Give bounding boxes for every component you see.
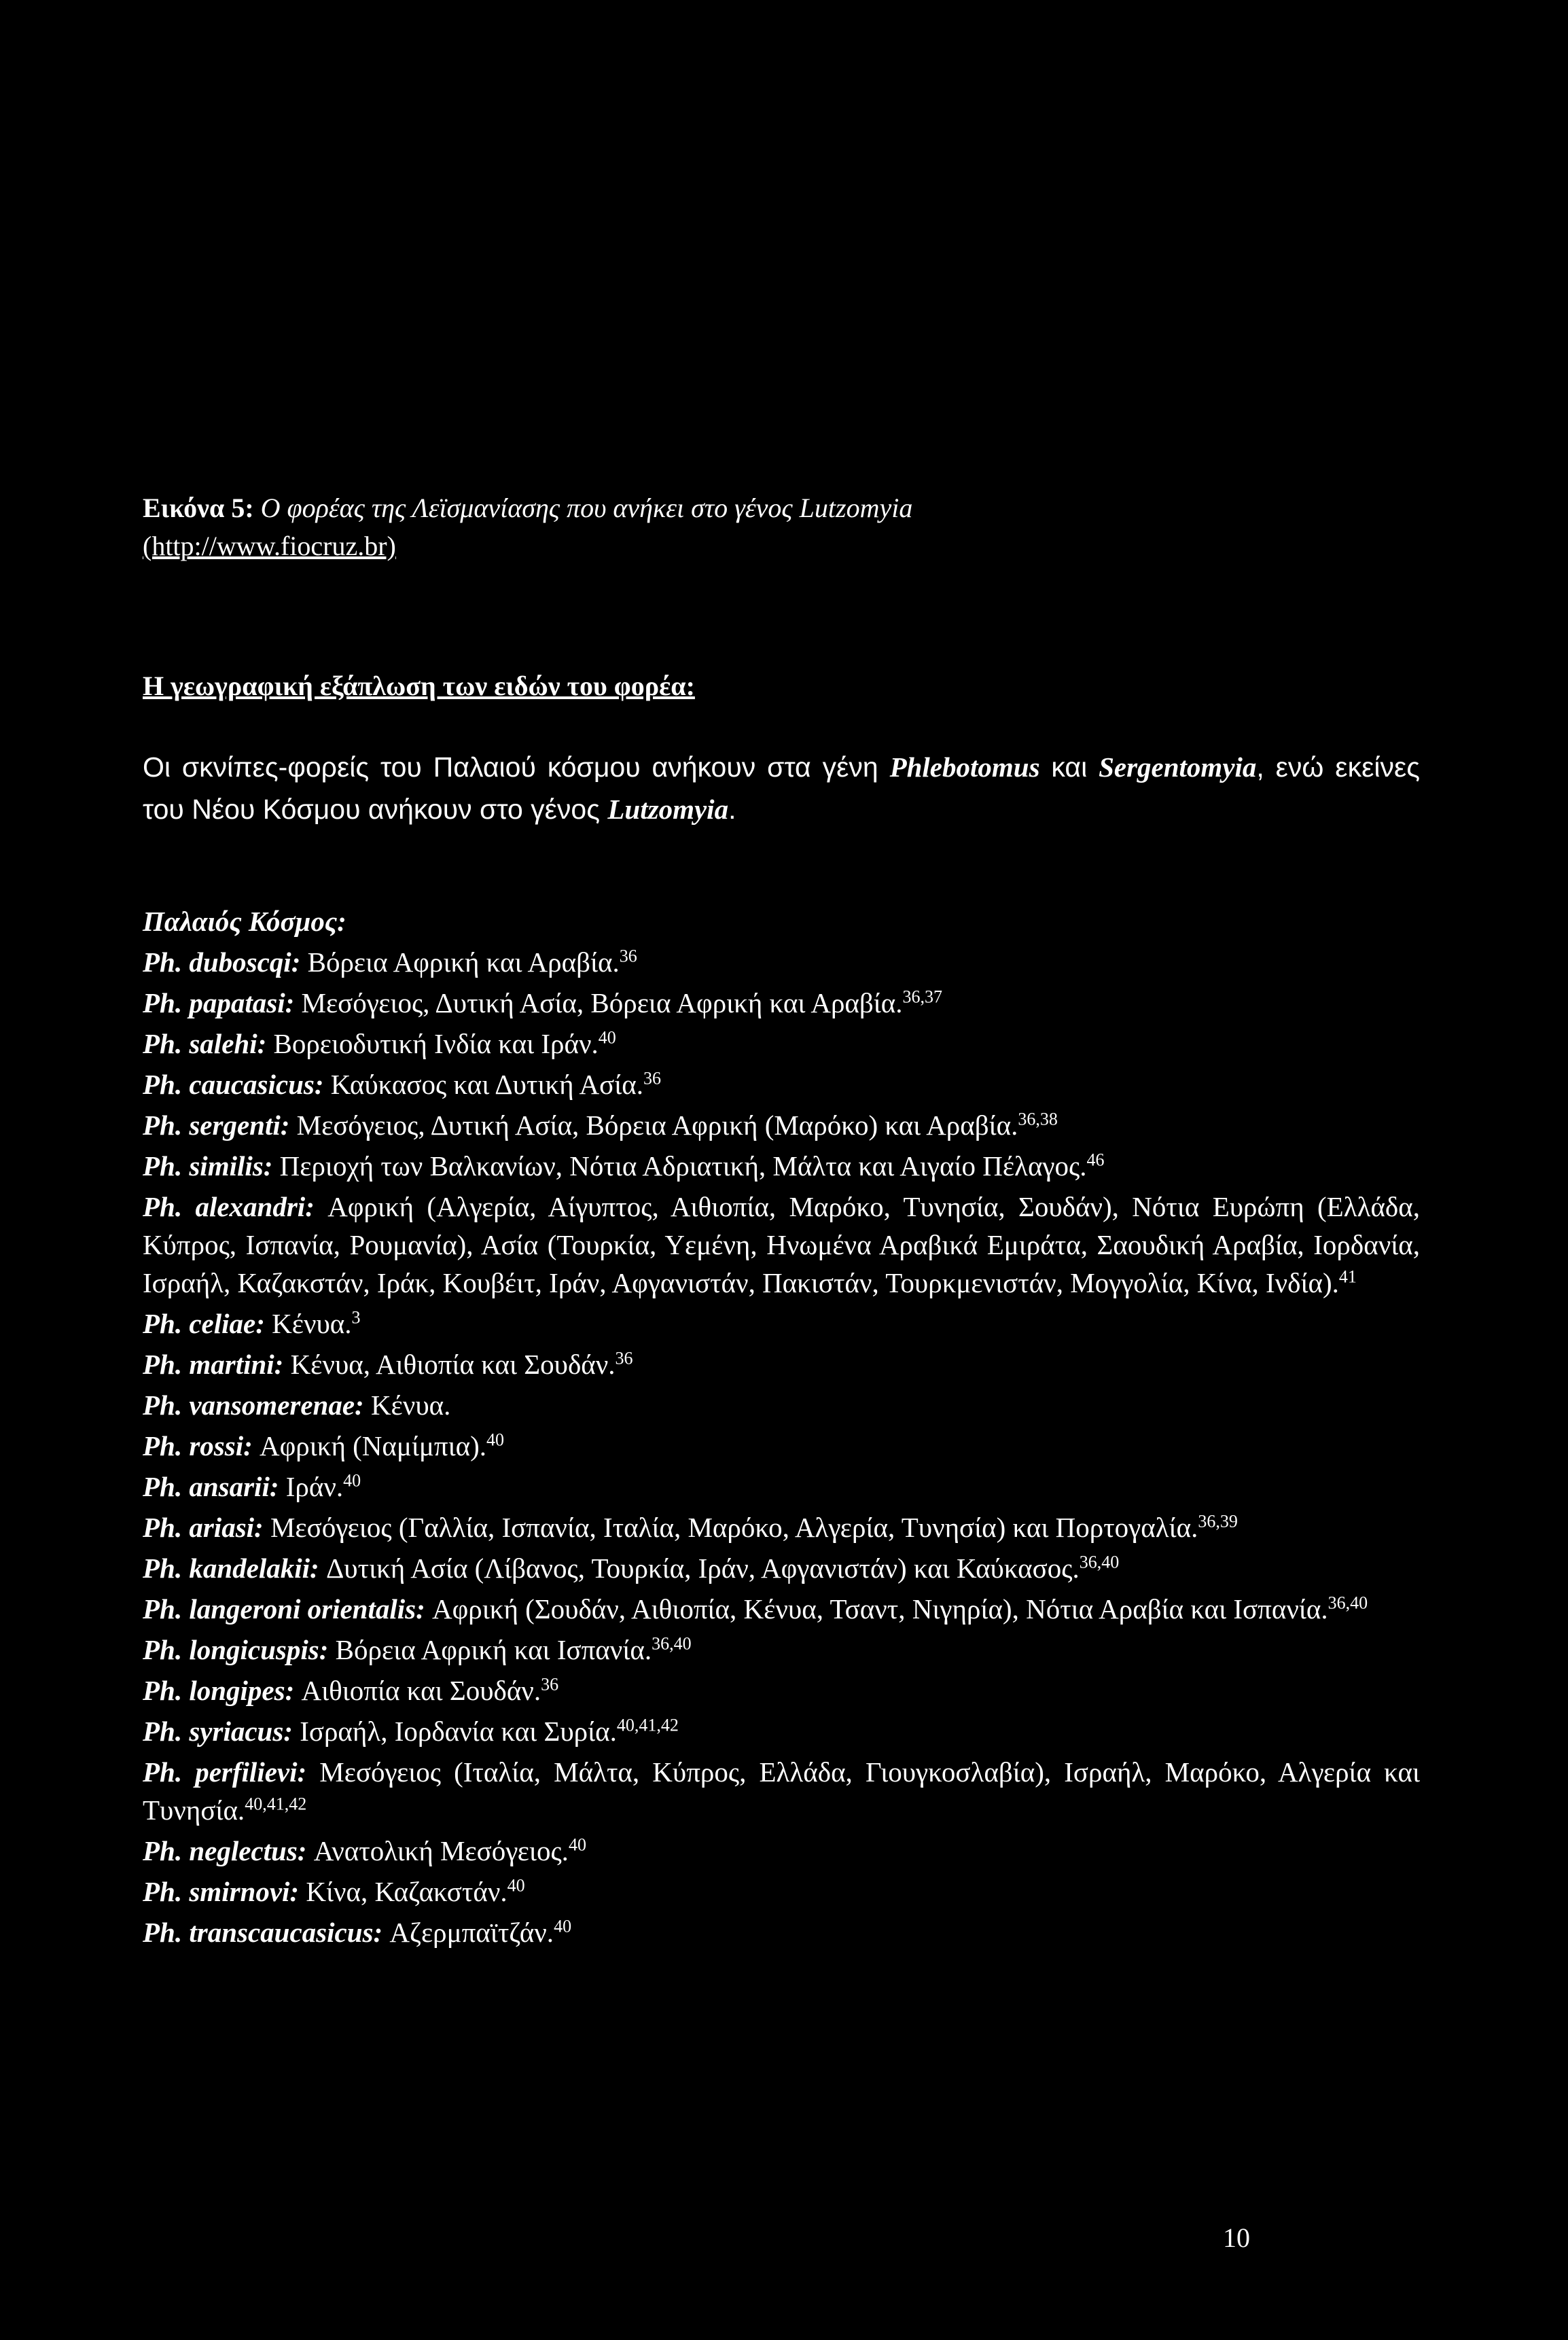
reference-number: 40	[507, 1875, 525, 1896]
reference-number: 36	[643, 1068, 662, 1088]
genus-sergentomyia: Sergentomyia	[1099, 751, 1257, 783]
species-distribution: Βορειοδυτική Ινδία και Ιράν.	[266, 1028, 599, 1059]
species-distribution: Αζερμπαϊτζάν.	[382, 1917, 554, 1948]
species-distribution: Αφρική (Ναμίμπια).	[252, 1430, 486, 1461]
species-list	[143, 943, 1420, 1951]
reference-number: 36	[619, 946, 637, 966]
species-distribution: Μεσόγειος (Ιταλία, Μάλτα, Κύπρος, Ελλάδα, Γιουγκοσλαβία), Ισραήλ, Μαρόκο, Αλγερία και Τυνησία.	[143, 1756, 1420, 1826]
intro-paragraph	[143, 746, 1420, 830]
reference-number: 40	[486, 1430, 504, 1450]
species-entry	[143, 1188, 1420, 1302]
species-entry	[143, 984, 1420, 1022]
species-name: Ph. longipes:	[143, 1675, 295, 1706]
species-name: Ph. perfilievi:	[143, 1756, 307, 1788]
intro-text-3: , ενώ εκείνες του Νέου Κόσμου ανήκουν στο γένος	[143, 751, 1420, 825]
species-entry	[143, 1712, 1420, 1750]
species-name: Ph. alexandri:	[143, 1191, 315, 1222]
reference-number: 40	[568, 1834, 586, 1855]
species-name: Ph. celiae:	[143, 1308, 265, 1339]
species-distribution: Βόρεια Αφρική και Αραβία.	[300, 946, 620, 978]
species-entry	[143, 1549, 1420, 1587]
page-number: 10	[1223, 2222, 1250, 2253]
species-distribution: Κένυα.	[363, 1389, 451, 1421]
species-name: Ph. rossi:	[143, 1430, 253, 1461]
species-name: Ph. salehi:	[143, 1028, 267, 1059]
genus-phlebotomus: Phlebotomus	[889, 751, 1040, 783]
reference-number: 40,41,42	[616, 1715, 679, 1735]
species-distribution: Περιοχή των Βαλκανίων, Νότια Αδριατική, Μάλτα και Αιγαίο Πέλαγος.	[272, 1150, 1087, 1182]
species-name: Ph. duboscqi:	[143, 946, 301, 978]
species-entry	[143, 1832, 1420, 1870]
species-entry	[143, 1427, 1420, 1465]
reference-number: 40	[343, 1470, 361, 1491]
species-entry	[143, 1106, 1420, 1144]
species-entry	[143, 1508, 1420, 1546]
species-entry	[143, 1065, 1420, 1103]
intro-text-1: Οι σκνίπες-φορείς του Παλαιού κόσμου ανήκουν στα γένη	[143, 751, 890, 783]
species-name: Ph. smirnovi:	[143, 1876, 300, 1907]
species-name: Ph. martini:	[143, 1349, 284, 1380]
species-distribution: Αφρική (Σουδάν, Αιθιοπία, Κένυα, Τσαντ, Νιγηρία), Νότια Αραβία και Ισπανία.	[425, 1593, 1328, 1625]
species-distribution: Καύκασος και Δυτική Ασία.	[323, 1069, 644, 1100]
species-distribution: Κίνα, Καζακστάν.	[299, 1876, 507, 1907]
species-name: Ph. caucasicus:	[143, 1069, 324, 1100]
reference-number: 36,40	[652, 1633, 692, 1654]
genus-lutzomyia: Lutzomyia	[607, 794, 729, 825]
species-name: Ph. kandelakii:	[143, 1553, 319, 1584]
intro-text-2: και	[1039, 751, 1099, 783]
species-distribution: Αιθιοπία και Σουδάν.	[294, 1675, 541, 1706]
species-name: Ph. ariasi:	[143, 1512, 264, 1543]
species-entry	[143, 1147, 1420, 1185]
document-page	[143, 489, 1420, 1954]
reference-number: 3	[351, 1307, 361, 1328]
reference-number: 40	[598, 1027, 616, 1048]
old-world-title: Παλαιός Κόσμος:	[143, 906, 346, 937]
species-distribution: Μεσόγειος (Γαλλία, Ισπανία, Ιταλία, Μαρόκο, Αλγερία, Τυνησία) και Πορτογαλία.	[263, 1512, 1198, 1543]
species-name: Ph. syriacus:	[143, 1716, 293, 1747]
species-entry	[143, 1345, 1420, 1383]
species-distribution: Κένυα, Αιθιοπία και Σουδάν.	[283, 1349, 616, 1380]
reference-number: 46	[1086, 1150, 1105, 1170]
reference-number: 36,40	[1079, 1552, 1120, 1572]
species-distribution: Βόρεια Αφρική και Ισπανία.	[328, 1634, 652, 1665]
reference-number: 40	[554, 1916, 572, 1936]
species-distribution: Μεσόγειος, Δυτική Ασία, Βόρεια Αφρική και Αραβία.	[294, 987, 903, 1018]
reference-number: 41	[1338, 1266, 1357, 1287]
intro-text-4: .	[728, 794, 736, 825]
reference-number: 36,37	[902, 987, 943, 1007]
reference-number: 36,40	[1328, 1593, 1368, 1613]
species-distribution: Μεσόγειος, Δυτική Ασία, Βόρεια Αφρική (Μαρόκο) και Αραβία.	[289, 1110, 1018, 1141]
reference-number: 36,38	[1018, 1109, 1058, 1129]
species-entry	[143, 943, 1420, 981]
species-distribution: Ισραήλ, Ιορδανία και Συρία.	[292, 1716, 617, 1747]
species-entry	[143, 1386, 1420, 1424]
species-entry	[143, 1631, 1420, 1669]
reference-number: 36	[615, 1348, 633, 1368]
caption-label: Εικόνα 5:	[143, 493, 254, 523]
species-entry	[143, 1873, 1420, 1911]
reference-number: 36,39	[1198, 1511, 1238, 1531]
species-entry	[143, 1468, 1420, 1506]
caption-link[interactable]: (http://www.fiocruz.br)	[143, 531, 396, 561]
species-entry	[143, 1753, 1420, 1829]
species-entry	[143, 1025, 1420, 1063]
species-entry	[143, 1590, 1420, 1628]
caption-text: Ο φορέας της Λεϊσμανίασης που ανήκει στο γένος Lutzomyia	[260, 493, 913, 523]
section-heading: Η γεωγραφική εξάπλωση των ειδών του φορέα:	[143, 671, 695, 701]
species-name: Ph. langeroni orientalis:	[143, 1593, 425, 1625]
species-name: Ph. papatasi:	[143, 987, 295, 1018]
reference-number: 36	[541, 1674, 559, 1695]
reference-number: 40,41,42	[245, 1794, 307, 1814]
species-distribution: Ανατολική Μεσόγειος.	[306, 1835, 569, 1866]
species-name: Ph. neglectus:	[143, 1835, 307, 1866]
species-distribution: Κένυα.	[264, 1308, 352, 1339]
species-name: Ph. transcaucasicus:	[143, 1917, 383, 1948]
species-name: Ph. sergenti:	[143, 1110, 290, 1141]
species-distribution: Αφρική (Αλγερία, Αίγυπτος, Αιθιοπία, Μαρόκο, Τυνησία, Σουδάν), Νότια Ευρώπη (Ελλάδα, Κύπρος, Ισπανία, Ρουμανία), Ασία (Τουρκία, Υεμένη, Ηνωμένα Αραβικά Εμιράτα, Σαουδική Αραβία, Ιορδανία, Ισραήλ, Καζακστάν, Ιράκ, Κουβέιτ, Ιράν, Αφγανιστάν, Πακιστάν, Τουρκμενιστάν, Μογγολία, Κίνα, Ινδία).	[143, 1191, 1420, 1298]
figure-caption	[143, 489, 1420, 565]
species-distribution: Ιράν.	[279, 1471, 344, 1502]
species-name: Ph. longicuspis:	[143, 1634, 329, 1665]
species-name: Ph. ansarii:	[143, 1471, 279, 1502]
species-entry	[143, 1671, 1420, 1709]
species-distribution: Δυτική Ασία (Λίβανος, Τουρκία, Ιράν, Αφγανιστάν) και Καύκασος.	[319, 1553, 1080, 1584]
species-entry	[143, 1913, 1420, 1951]
species-name: Ph. vansomerenae:	[143, 1389, 364, 1421]
species-name: Ph. similis:	[143, 1150, 273, 1182]
species-entry	[143, 1305, 1420, 1343]
